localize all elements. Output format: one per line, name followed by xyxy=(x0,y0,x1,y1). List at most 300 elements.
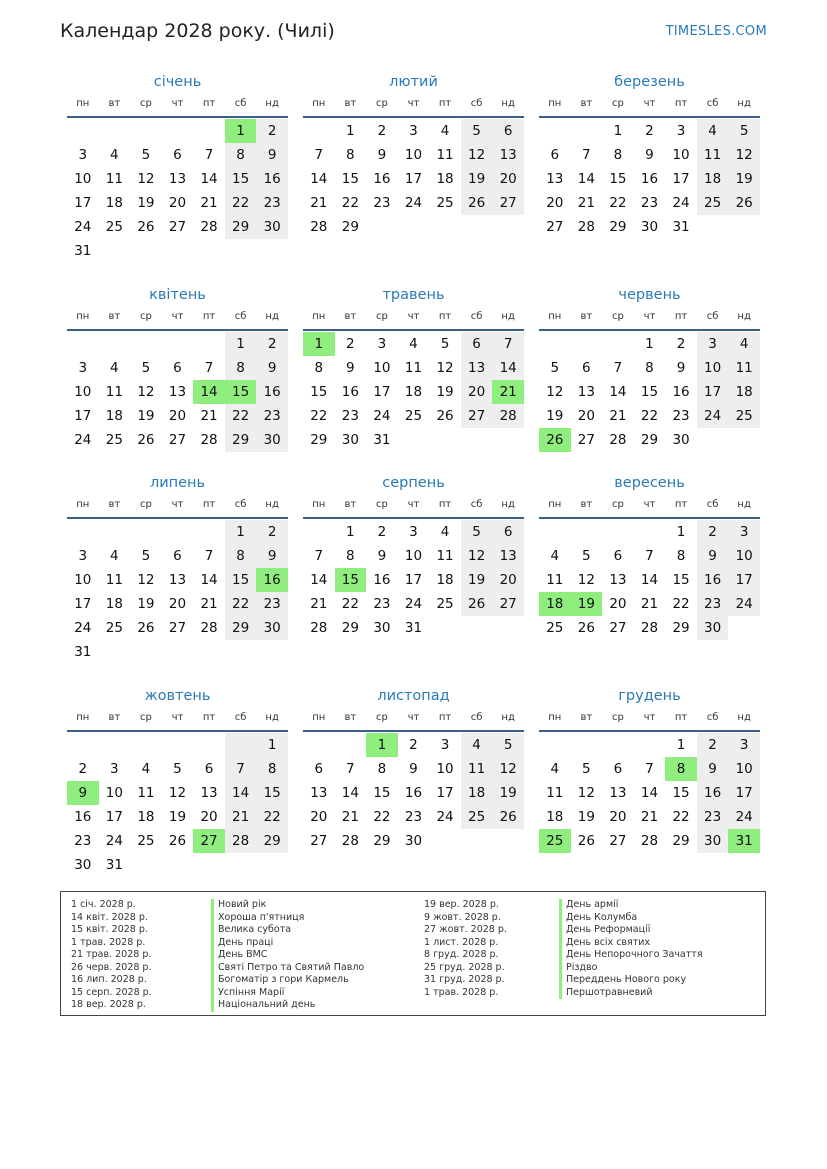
day-cell: 13 xyxy=(492,544,524,568)
weekday-label: чт xyxy=(407,712,420,723)
day-cell: 29 xyxy=(640,432,659,448)
legend-holiday-date: 1 січ. 2028 р. xyxy=(71,899,136,910)
day-cell: 4 xyxy=(550,548,560,564)
weekday-label: вт xyxy=(108,98,121,109)
day-cell: 22 xyxy=(609,195,627,211)
empty-cell xyxy=(162,239,194,263)
day-cell: 26 xyxy=(137,432,155,448)
day-cell: 7 xyxy=(314,548,324,564)
day-cell: 24 xyxy=(105,833,123,849)
day-cell: 6 xyxy=(582,360,591,376)
empty-cell xyxy=(461,215,493,239)
month-block xyxy=(303,283,524,452)
day-cell: 10 xyxy=(74,572,92,588)
day-cell: 22 xyxy=(310,408,328,424)
day-cell: 27 xyxy=(461,404,493,428)
day-cell: 7 xyxy=(582,147,591,163)
legend-holiday-name: Переддень Нового року xyxy=(559,974,703,987)
day-cell: 30 xyxy=(373,620,391,636)
day-cell: 13 xyxy=(492,143,524,167)
weekday-header xyxy=(303,495,524,519)
day-cell: 28 xyxy=(640,620,659,636)
holiday-day-cell: 14 xyxy=(193,380,225,404)
day-cell: 9 xyxy=(346,360,355,376)
day-cell: 31 xyxy=(404,620,423,636)
day-cell: 22 xyxy=(640,408,659,424)
weekday-label: сб xyxy=(234,712,247,723)
empty-cell xyxy=(130,520,162,544)
day-cell: 9 xyxy=(697,757,729,781)
weekday-header xyxy=(303,708,524,732)
day-cell: 23 xyxy=(256,404,288,428)
weekday-label: сб xyxy=(234,98,247,109)
weekday-label: чт xyxy=(407,311,420,322)
weekday-label: пн xyxy=(312,98,326,109)
weekday-label: пн xyxy=(548,712,562,723)
day-cell: 30 xyxy=(74,857,92,873)
day-cell: 13 xyxy=(461,356,493,380)
empty-cell xyxy=(728,428,760,452)
legend-holiday-name: Хороша п'ятниця xyxy=(211,912,364,925)
day-cell: 28 xyxy=(310,620,328,636)
weekday-label: пт xyxy=(674,98,688,109)
day-cell: 10 xyxy=(105,785,123,801)
day-cell: 12 xyxy=(546,384,564,400)
month-name: лютий xyxy=(389,74,438,90)
day-cell: 13 xyxy=(168,171,187,187)
day-cell: 3 xyxy=(697,332,729,356)
weekday-label: пт xyxy=(674,499,688,510)
day-cell: 16 xyxy=(341,384,359,400)
day-cell: 27 xyxy=(168,219,187,235)
days-grid xyxy=(67,520,288,664)
day-cell: 29 xyxy=(310,432,328,448)
weekday-header xyxy=(67,307,288,331)
day-cell: 10 xyxy=(373,360,391,376)
empty-cell xyxy=(539,332,571,356)
day-cell: 29 xyxy=(672,620,690,636)
day-cell: 20 xyxy=(168,195,187,211)
day-cell: 2 xyxy=(377,524,387,540)
day-cell: 10 xyxy=(728,544,760,568)
day-cell: 4 xyxy=(440,524,450,540)
legend-holiday-date: 1 лист. 2028 р. xyxy=(424,936,499,948)
weekday-label: нд xyxy=(265,712,279,723)
legend-holiday-name: Успіння Марії xyxy=(211,987,364,1000)
legend-holiday-name: День Непорочного Зачаття xyxy=(559,949,703,962)
legend-holiday-date: 1 трав. 2028 р. xyxy=(71,936,146,948)
day-cell: 12 xyxy=(577,785,595,801)
legend-holiday-name: Різдво xyxy=(559,962,703,975)
day-cell: 15 xyxy=(672,572,690,588)
weekday-header xyxy=(539,708,760,732)
day-cell: 13 xyxy=(577,384,595,400)
weekday-label: пн xyxy=(548,499,562,510)
day-cell: 7 xyxy=(204,147,214,163)
holiday-day-cell: 15 xyxy=(225,380,257,404)
month-block xyxy=(303,471,524,640)
day-cell: 24 xyxy=(74,219,92,235)
day-cell: 2 xyxy=(256,520,288,544)
empty-cell xyxy=(461,829,493,853)
day-cell: 29 xyxy=(256,829,288,853)
day-cell: 28 xyxy=(200,432,218,448)
day-cell: 8 xyxy=(225,356,257,380)
legend-holiday-date: 9 жовт. 2028 р. xyxy=(424,911,501,923)
legend-holiday-name: День праці xyxy=(211,937,364,950)
day-cell: 17 xyxy=(373,384,391,400)
month-block xyxy=(67,684,288,877)
day-cell: 5 xyxy=(461,520,493,544)
site-link[interactable]: TIMESLES.COM xyxy=(665,24,767,39)
empty-cell xyxy=(366,215,398,239)
month-block xyxy=(539,684,760,853)
day-cell: 7 xyxy=(204,360,214,376)
day-cell: 2 xyxy=(256,332,288,356)
day-cell: 24 xyxy=(728,592,760,616)
day-cell: 12 xyxy=(461,143,493,167)
legend-holiday-name: Національний день xyxy=(211,999,364,1012)
weekday-label: чт xyxy=(171,499,184,510)
empty-cell xyxy=(193,640,225,664)
empty-cell xyxy=(130,332,162,356)
day-cell: 7 xyxy=(225,757,257,781)
day-cell: 20 xyxy=(168,596,187,612)
day-cell: 25 xyxy=(461,805,493,829)
legend-holiday-date: 27 жовт. 2028 р. xyxy=(424,924,507,935)
day-cell: 5 xyxy=(492,733,524,757)
day-cell: 24 xyxy=(74,432,92,448)
weekday-label: пт xyxy=(438,311,452,322)
day-cell: 23 xyxy=(373,596,391,612)
weekday-label: чт xyxy=(171,712,184,723)
day-cell: 2 xyxy=(697,520,729,544)
empty-cell xyxy=(634,733,666,757)
day-cell: 16 xyxy=(74,809,92,825)
weekday-label: пт xyxy=(674,311,688,322)
legend-right-names xyxy=(559,899,703,999)
day-cell: 14 xyxy=(492,356,524,380)
day-cell: 27 xyxy=(546,219,564,235)
day-cell: 19 xyxy=(728,167,760,191)
empty-cell xyxy=(225,853,257,877)
day-cell: 7 xyxy=(346,761,355,777)
day-cell: 19 xyxy=(137,596,155,612)
day-cell: 6 xyxy=(204,761,214,777)
day-cell: 5 xyxy=(141,360,151,376)
day-cell: 30 xyxy=(640,219,659,235)
weekday-label: сб xyxy=(706,712,719,723)
day-cell: 9 xyxy=(256,143,288,167)
month-block xyxy=(67,471,288,664)
empty-cell xyxy=(99,239,131,263)
legend-holiday-name: Богоматір з гори Кармель xyxy=(211,974,364,987)
day-cell: 29 xyxy=(341,219,359,235)
day-cell: 25 xyxy=(697,191,729,215)
day-cell: 3 xyxy=(110,761,119,777)
day-cell: 30 xyxy=(341,432,359,448)
day-cell: 21 xyxy=(310,195,328,211)
day-cell: 6 xyxy=(173,548,182,564)
day-cell: 8 xyxy=(225,143,257,167)
day-cell: 29 xyxy=(373,833,391,849)
day-cell: 28 xyxy=(310,219,328,235)
day-cell: 14 xyxy=(200,171,218,187)
day-cell: 3 xyxy=(78,548,88,564)
day-cell: 29 xyxy=(609,219,627,235)
day-cell: 14 xyxy=(310,171,328,187)
day-cell: 25 xyxy=(546,620,564,636)
month-name: грудень xyxy=(618,688,681,704)
holiday-day-cell: 1 xyxy=(366,733,398,757)
day-cell: 13 xyxy=(168,384,187,400)
day-cell: 3 xyxy=(676,123,686,139)
empty-cell xyxy=(398,428,430,452)
days-grid xyxy=(67,119,288,263)
day-cell: 25 xyxy=(105,620,123,636)
day-cell: 11 xyxy=(697,143,729,167)
legend-holiday-date: 15 квіт. 2028 р. xyxy=(71,924,148,935)
day-cell: 27 xyxy=(492,592,524,616)
day-cell: 19 xyxy=(168,809,187,825)
day-cell: 1 xyxy=(613,123,623,139)
day-cell: 12 xyxy=(137,384,155,400)
weekday-label: сб xyxy=(706,311,719,322)
day-cell: 14 xyxy=(609,384,627,400)
month-block xyxy=(67,283,288,452)
empty-cell xyxy=(303,733,335,757)
month-name: березень xyxy=(614,74,685,90)
empty-cell xyxy=(256,239,288,263)
month-block xyxy=(539,283,760,452)
day-cell: 18 xyxy=(105,596,123,612)
day-cell: 24 xyxy=(404,596,423,612)
weekday-label: ср xyxy=(139,712,152,723)
empty-cell xyxy=(571,733,603,757)
day-cell: 5 xyxy=(461,119,493,143)
day-cell: 30 xyxy=(672,432,690,448)
weekday-label: ср xyxy=(611,499,624,510)
day-cell: 9 xyxy=(676,360,686,376)
day-cell: 24 xyxy=(404,195,423,211)
day-cell: 11 xyxy=(105,171,123,187)
weekday-label: вт xyxy=(344,499,357,510)
weekday-label: вт xyxy=(108,311,121,322)
day-cell: 8 xyxy=(676,548,686,564)
day-cell: 13 xyxy=(609,572,627,588)
day-cell: 12 xyxy=(461,544,493,568)
day-cell: 12 xyxy=(436,360,454,376)
day-cell: 23 xyxy=(256,191,288,215)
day-cell: 19 xyxy=(492,781,524,805)
weekday-label: сб xyxy=(470,712,483,723)
empty-cell xyxy=(697,428,729,452)
day-cell: 19 xyxy=(137,195,155,211)
day-cell: 15 xyxy=(341,171,359,187)
weekday-label: сб xyxy=(706,499,719,510)
day-cell: 17 xyxy=(436,785,454,801)
day-cell: 14 xyxy=(640,785,659,801)
day-cell: 25 xyxy=(436,596,454,612)
day-cell: 9 xyxy=(377,548,387,564)
day-cell: 18 xyxy=(436,572,454,588)
day-cell: 4 xyxy=(550,761,560,777)
day-cell: 27 xyxy=(168,432,187,448)
weekday-label: пт xyxy=(202,98,216,109)
day-cell: 31 xyxy=(105,857,123,873)
day-cell: 26 xyxy=(137,620,155,636)
day-cell: 21 xyxy=(640,596,659,612)
legend-holiday-name: Новий рік xyxy=(211,899,364,912)
legend-holiday-date: 14 квіт. 2028 р. xyxy=(71,911,148,923)
weekday-label: пн xyxy=(76,499,90,510)
weekday-label: вт xyxy=(580,98,593,109)
day-cell: 31 xyxy=(672,219,690,235)
day-cell: 21 xyxy=(200,195,218,211)
empty-cell xyxy=(571,520,603,544)
day-cell: 29 xyxy=(672,833,690,849)
day-cell: 7 xyxy=(645,761,654,777)
day-cell: 2 xyxy=(256,119,288,143)
empty-cell xyxy=(303,520,335,544)
empty-cell xyxy=(539,119,571,143)
weekday-label: пт xyxy=(202,712,216,723)
day-cell: 13 xyxy=(609,785,627,801)
day-cell: 12 xyxy=(492,757,524,781)
day-cell: 13 xyxy=(200,785,218,801)
day-cell: 19 xyxy=(546,408,564,424)
empty-cell xyxy=(130,239,162,263)
day-cell: 11 xyxy=(546,785,564,801)
empty-cell xyxy=(492,616,524,640)
day-cell: 6 xyxy=(173,360,182,376)
day-cell: 27 xyxy=(577,432,595,448)
day-cell: 20 xyxy=(577,408,595,424)
day-cell: 1 xyxy=(346,524,355,540)
weekday-label: ср xyxy=(375,712,388,723)
day-cell: 20 xyxy=(609,596,627,612)
day-cell: 5 xyxy=(582,761,591,777)
day-cell: 13 xyxy=(168,572,187,588)
day-cell: 15 xyxy=(609,171,627,187)
day-cell: 30 xyxy=(697,616,729,640)
day-cell: 30 xyxy=(256,428,288,452)
day-cell: 24 xyxy=(74,620,92,636)
day-cell: 26 xyxy=(436,408,454,424)
weekday-label: пн xyxy=(548,311,562,322)
day-cell: 2 xyxy=(377,123,387,139)
legend-holiday-date: 19 вер. 2028 р. xyxy=(424,899,499,910)
weekday-header xyxy=(539,307,760,331)
weekday-header xyxy=(539,94,760,118)
day-cell: 10 xyxy=(404,147,423,163)
day-cell: 24 xyxy=(728,805,760,829)
weekday-label: нд xyxy=(501,98,515,109)
holiday-day-cell: 16 xyxy=(256,568,288,592)
day-cell: 14 xyxy=(640,572,659,588)
weekday-label: вт xyxy=(580,712,593,723)
day-cell: 31 xyxy=(74,644,92,660)
days-grid xyxy=(303,520,524,640)
weekday-label: сб xyxy=(470,98,483,109)
day-cell: 28 xyxy=(492,404,524,428)
month-name: листопад xyxy=(377,688,450,704)
day-cell: 16 xyxy=(697,568,729,592)
weekday-label: сб xyxy=(470,311,483,322)
weekday-label: пт xyxy=(438,98,452,109)
day-cell: 5 xyxy=(141,548,151,564)
days-grid xyxy=(67,733,288,877)
day-cell: 23 xyxy=(640,195,659,211)
day-cell: 4 xyxy=(409,336,418,352)
month-block xyxy=(303,70,524,239)
day-cell: 30 xyxy=(256,215,288,239)
weekday-label: вт xyxy=(580,499,593,510)
day-cell: 10 xyxy=(74,384,92,400)
legend-left-names xyxy=(211,899,364,1012)
day-cell: 14 xyxy=(341,785,359,801)
empty-cell xyxy=(429,215,461,239)
day-cell: 23 xyxy=(74,833,92,849)
day-cell: 14 xyxy=(225,781,257,805)
day-cell: 13 xyxy=(310,785,328,801)
day-cell: 5 xyxy=(141,147,151,163)
weekday-header xyxy=(539,495,760,519)
day-cell: 17 xyxy=(728,568,760,592)
day-cell: 31 xyxy=(373,432,391,448)
day-cell: 16 xyxy=(256,167,288,191)
day-cell: 16 xyxy=(697,781,729,805)
weekday-label: ср xyxy=(375,98,388,109)
weekday-label: пн xyxy=(76,712,90,723)
legend-holiday-date: 8 груд. 2028 р. xyxy=(424,949,499,960)
month-block xyxy=(303,684,524,853)
weekday-header xyxy=(67,708,288,732)
day-cell: 7 xyxy=(492,332,524,356)
weekday-label: пн xyxy=(76,311,90,322)
day-cell: 16 xyxy=(373,572,391,588)
weekday-label: чт xyxy=(643,311,656,322)
day-cell: 21 xyxy=(577,195,595,211)
day-cell: 29 xyxy=(225,616,257,640)
legend-holiday-date: 1 трав. 2028 р. xyxy=(424,986,499,998)
weekday-label: чт xyxy=(643,712,656,723)
empty-cell xyxy=(130,733,162,757)
empty-cell xyxy=(602,332,634,356)
empty-cell xyxy=(492,215,524,239)
empty-cell xyxy=(602,733,634,757)
weekday-header xyxy=(67,495,288,519)
day-cell: 2 xyxy=(676,336,686,352)
day-cell: 15 xyxy=(256,781,288,805)
day-cell: 8 xyxy=(256,757,288,781)
day-cell: 17 xyxy=(728,781,760,805)
day-cell: 18 xyxy=(697,167,729,191)
day-cell: 4 xyxy=(728,332,760,356)
month-name: вересень xyxy=(614,475,685,491)
legend-holiday-date: 18 вер. 2028 р. xyxy=(71,999,146,1010)
day-cell: 27 xyxy=(310,833,328,849)
day-cell: 2 xyxy=(346,336,355,352)
weekday-label: ср xyxy=(139,98,152,109)
empty-cell xyxy=(193,520,225,544)
day-cell: 2 xyxy=(78,761,88,777)
empty-cell xyxy=(225,239,257,263)
empty-cell xyxy=(67,119,99,143)
empty-cell xyxy=(130,119,162,143)
month-name: липень xyxy=(149,475,206,491)
day-cell: 6 xyxy=(173,147,182,163)
